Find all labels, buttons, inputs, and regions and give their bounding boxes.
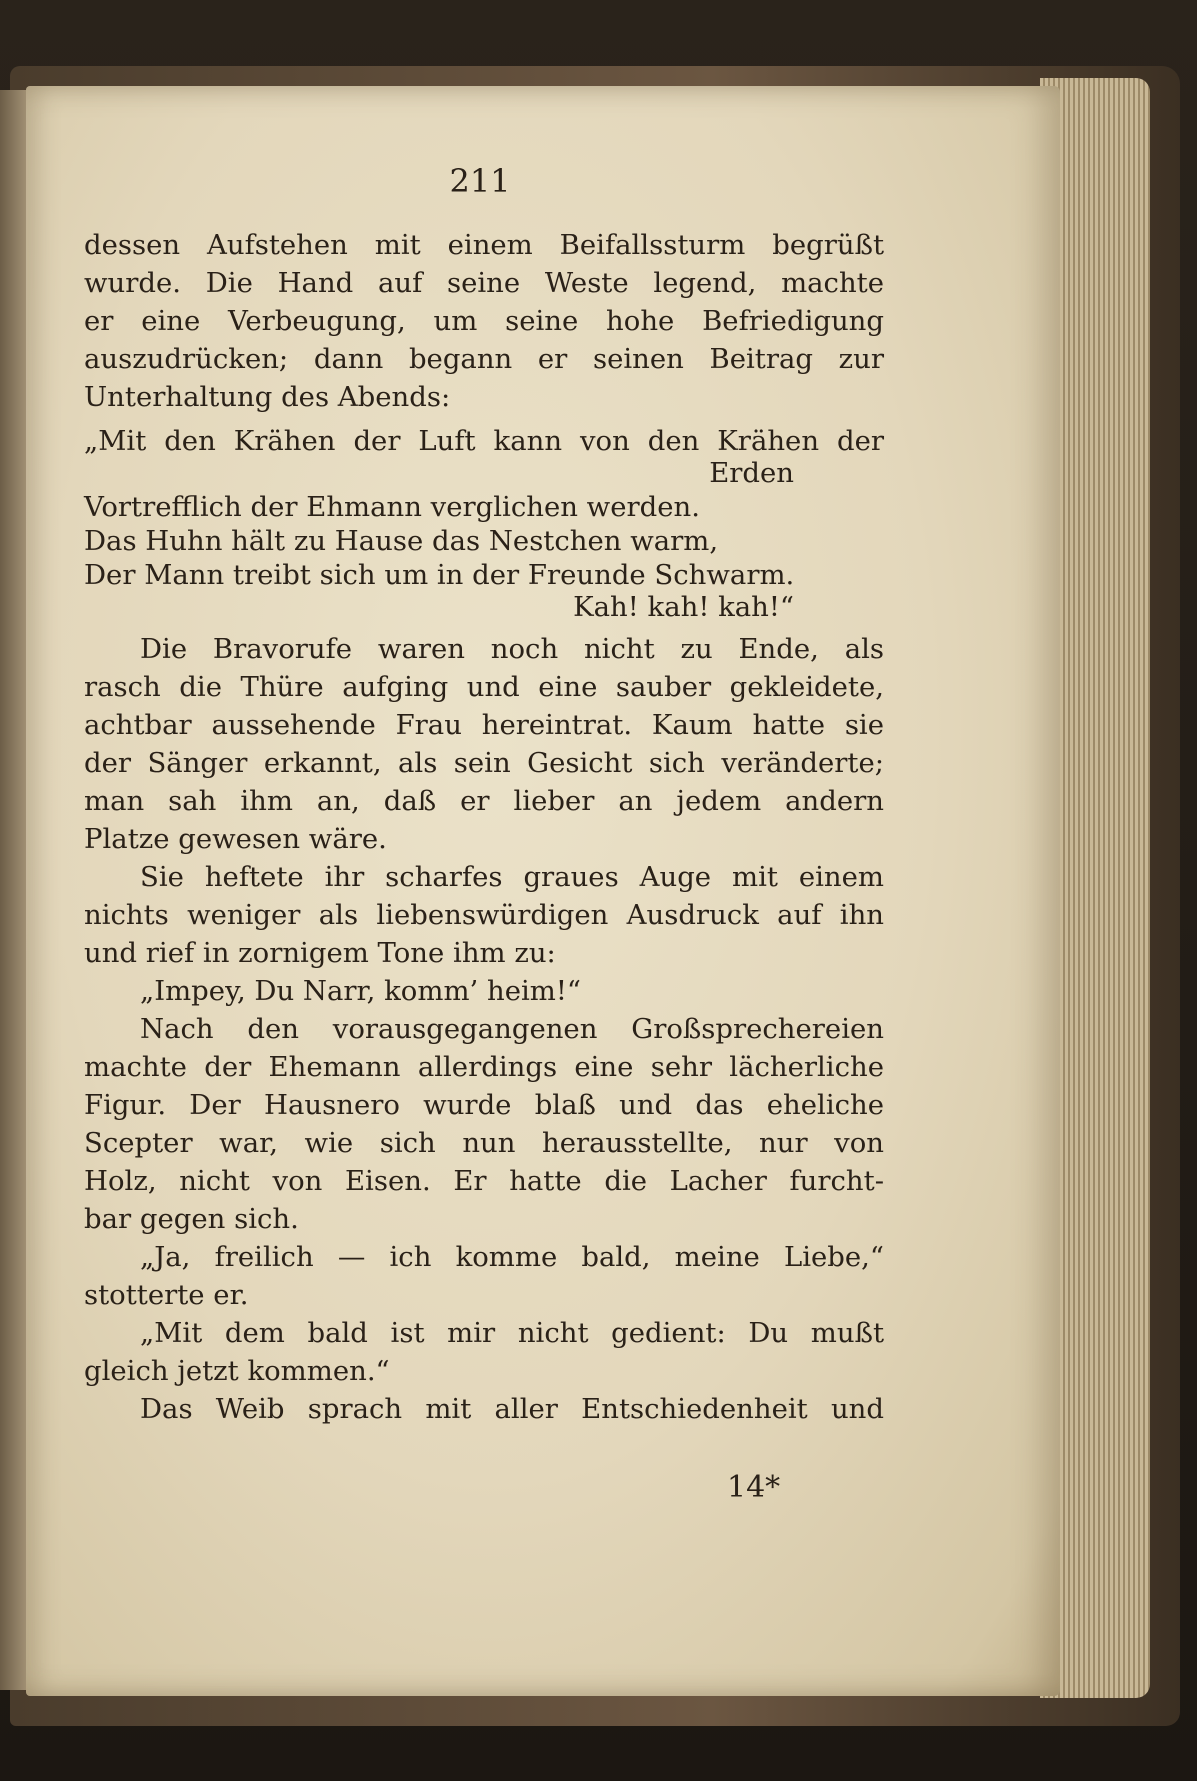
text-line: gleich jetzt kommen.“: [84, 1355, 390, 1387]
text-line: nichts weniger als liebenswürdigen Ausdruck auf ihn: [84, 899, 884, 931]
text-line: er eine Verbeugung, um seine hohe Befriedigung: [84, 305, 884, 337]
page-text: [84, 226, 884, 1428]
text-line: wurde. Die Hand auf seine Weste legend, machte: [84, 267, 884, 299]
text-line: dessen Aufstehen mit einem Beifallssturm begrüßt: [84, 229, 884, 261]
text-line: „Mit dem bald ist mir nicht gedient: Du mußt: [140, 1317, 884, 1349]
page-number: 211: [449, 162, 511, 200]
poem-line: Vortrefflich der Ehmann verglichen werden.: [84, 491, 700, 523]
poem-line: Kah! kah! kah!“: [573, 591, 794, 623]
text-line: man sah ihm an, daß er lieber an jedem andern: [84, 785, 884, 817]
poem-line: Das Huhn hält zu Hause das Nestchen warm,: [84, 525, 719, 557]
poem-line: Der Mann treibt sich um in der Freunde Schwarm.: [84, 559, 795, 591]
text-line: Platze gewesen wäre.: [84, 823, 387, 855]
text-line: auszudrücken; dann begann er seinen Beitrag zur: [84, 343, 884, 375]
text-line: Unterhaltung des Abends:: [84, 381, 451, 413]
text-line: Sie heftete ihr scharfes graues Auge mit einem: [140, 861, 884, 893]
text-line: der Sänger erkannt, als sein Gesicht sich veränderte;: [84, 747, 884, 779]
signature-mark: 14*: [727, 1470, 781, 1505]
poem-line: Erden: [709, 457, 794, 489]
text-line: Scepter war, wie sich nun herausstellte, nur von: [84, 1127, 884, 1159]
text-line: Das Weib sprach mit aller Entschiedenheit und: [140, 1393, 884, 1425]
poem-line: „Mit den Krähen der Luft kann von den Krähen der: [84, 425, 884, 457]
text-line: Die Bravorufe waren noch nicht zu Ende, als: [140, 633, 884, 665]
text-line: achtbar aussehende Frau hereintrat. Kaum hatte sie: [84, 709, 884, 741]
text-line: bar gegen sich.: [84, 1203, 299, 1235]
text-line: und rief in zornigem Tone ihm zu:: [84, 937, 556, 969]
text-line: Nach den vorausgegangenen Großsprechereien: [140, 1013, 884, 1045]
text-line: rasch die Thüre aufging und eine sauber gekleidete,: [84, 671, 884, 703]
text-line: Figur. Der Hausnero wurde blaß und das eheliche: [84, 1089, 884, 1121]
text-line: Holz, nicht von Eisen. Er hatte die Lacher furcht-: [84, 1165, 884, 1197]
text-line: machte der Ehemann allerdings eine sehr lächerliche: [84, 1051, 884, 1083]
text-line: stotterte er.: [84, 1279, 249, 1311]
text-line: „Impey, Du Narr, komm’ heim!“: [140, 975, 581, 1007]
text-line: „Ja, freilich — ich komme bald, meine Liebe,“: [140, 1241, 884, 1273]
